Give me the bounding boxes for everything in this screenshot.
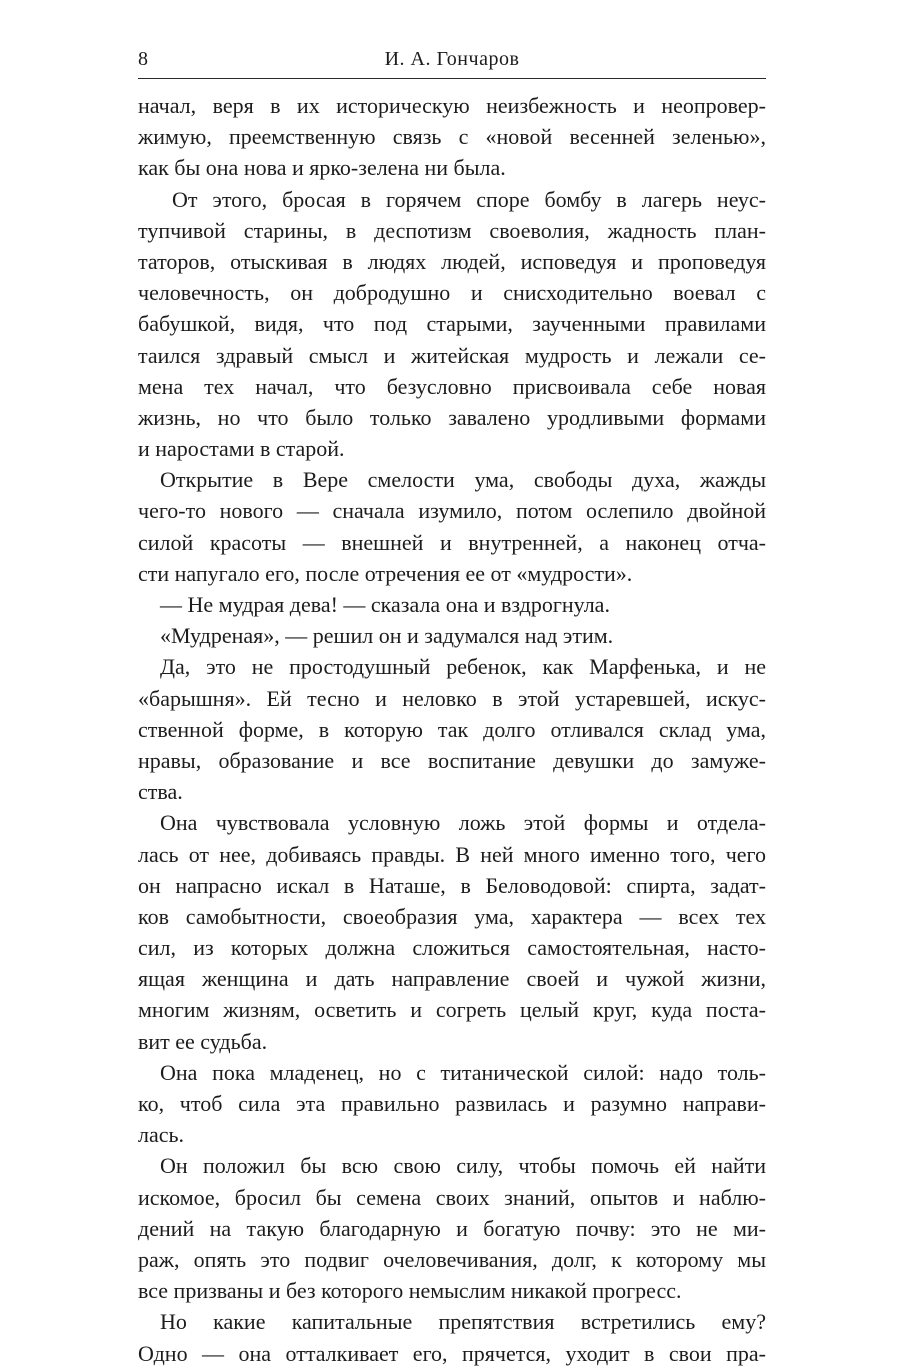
text-line: Она пока младенец, но с титанической силой: надо толь-: [160, 1059, 766, 1085]
text-line: чего-то нового — сначала изумило, потом ослепило двойной: [138, 498, 766, 524]
running-head: [138, 44, 766, 74]
text-line: все призваны и без которого немыслим никакой прогресс.: [138, 1278, 682, 1304]
text-line: раж, опять это подвиг очеловечивания, долг, к которому мы: [138, 1246, 766, 1272]
text-line: и наростами в старой.: [138, 436, 345, 462]
page-number: 8: [138, 48, 148, 70]
text-line: «барышня». Ей тесно и неловко в этой устаревшей, искус-: [138, 685, 766, 711]
text-line: Одно — она отталкивает его, прячется, уходит в свои пра-: [138, 1340, 766, 1366]
text-line: таторов, отыскивая в людях людей, исповедуя и проповедуя: [138, 248, 766, 274]
text-line: сти напугало его, после отречения ее от «мудрости».: [138, 560, 633, 586]
text-line: ственной форме, в которую так долго отливался склад ума,: [138, 716, 766, 742]
text-line: начал, веря в их историческую неизбежность и неопровер-: [138, 93, 766, 118]
text-line: ко, чтоб сила эта правильно развилась и разумно направи-: [138, 1091, 766, 1116]
text-line: многим жизням, осветить и согреть целый круг, куда поста-: [138, 997, 766, 1023]
text-line: Открытие в Вере смелости ума, свободы духа, жажды: [160, 467, 766, 493]
text-line: тупчивой старины, в деспотизм своеволия, жадность план-: [138, 217, 766, 243]
text-line: он напрасно искал в Наташе, в Беловодовой: спирта, задат-: [138, 872, 766, 898]
text-line: как бы она нова и ярко-зелена ни была.: [138, 155, 506, 181]
text-line: силой красоты — внешней и внутренней, а наконец отча-: [138, 529, 766, 555]
running-head-author: И. А. Гончаров: [384, 48, 520, 70]
text-line: От этого, бросая в горячем споре бомбу в лагерь неус-: [172, 186, 766, 212]
text-line: Он положил бы всю свою силу, чтобы помочь ей найти: [160, 1153, 766, 1179]
text-line: Она чувствовала условную ложь этой формы и отдела-: [160, 810, 766, 836]
text-line: вит ее судьба.: [138, 1028, 268, 1054]
text-line: Но какие капитальные препятствия встретились ему?: [160, 1309, 766, 1335]
text-line: мена тех начал, что безусловно присвоивала себе новая: [138, 373, 766, 399]
text-line: бабушкой, видя, что под старыми, заученными правилами: [138, 311, 766, 337]
text-line: лась.: [138, 1122, 185, 1148]
text-line: нравы, образование и все воспитание девушки до замуже-: [138, 747, 766, 773]
body-text: [138, 90, 766, 1369]
text-line: сил, из которых должна сложиться самостоятельная, насто-: [138, 935, 766, 961]
header-rule: [138, 78, 766, 79]
text-line: жимую, преемственную связь с «новой весенней зеленью»,: [138, 124, 766, 150]
text-line: — Не мудрая дева! — сказала она и вздрогнула.: [160, 592, 610, 617]
text-line: ков самобытности, своеобразия ума, характера — всех тех: [138, 903, 766, 929]
text-line: дений на такую благодарную и богатую почву: это не ми-: [138, 1215, 766, 1241]
text-line: Да, это не простодушный ребенок, как Марфенька, и не: [160, 654, 766, 680]
text-line: лась от нее, добиваясь правды. В ней много именно того, чего: [138, 841, 766, 867]
text-line: искомое, бросил бы семена своих знаний, опытов и наблю-: [138, 1184, 766, 1210]
text-line: таился здравый смысл и житейская мудрость и лежали се-: [138, 342, 766, 368]
text-line: жизнь, но что было только завалено уродливыми формами: [138, 404, 766, 430]
text-line: «Мудреная», — решил он и задумался над этим.: [160, 623, 614, 649]
text-line: человечность, он добродушно и снисходительно воевал с: [138, 280, 766, 306]
text-line: ящая женщина и дать направление своей и чужой жизни,: [138, 966, 766, 992]
text-line: ства.: [138, 779, 183, 805]
